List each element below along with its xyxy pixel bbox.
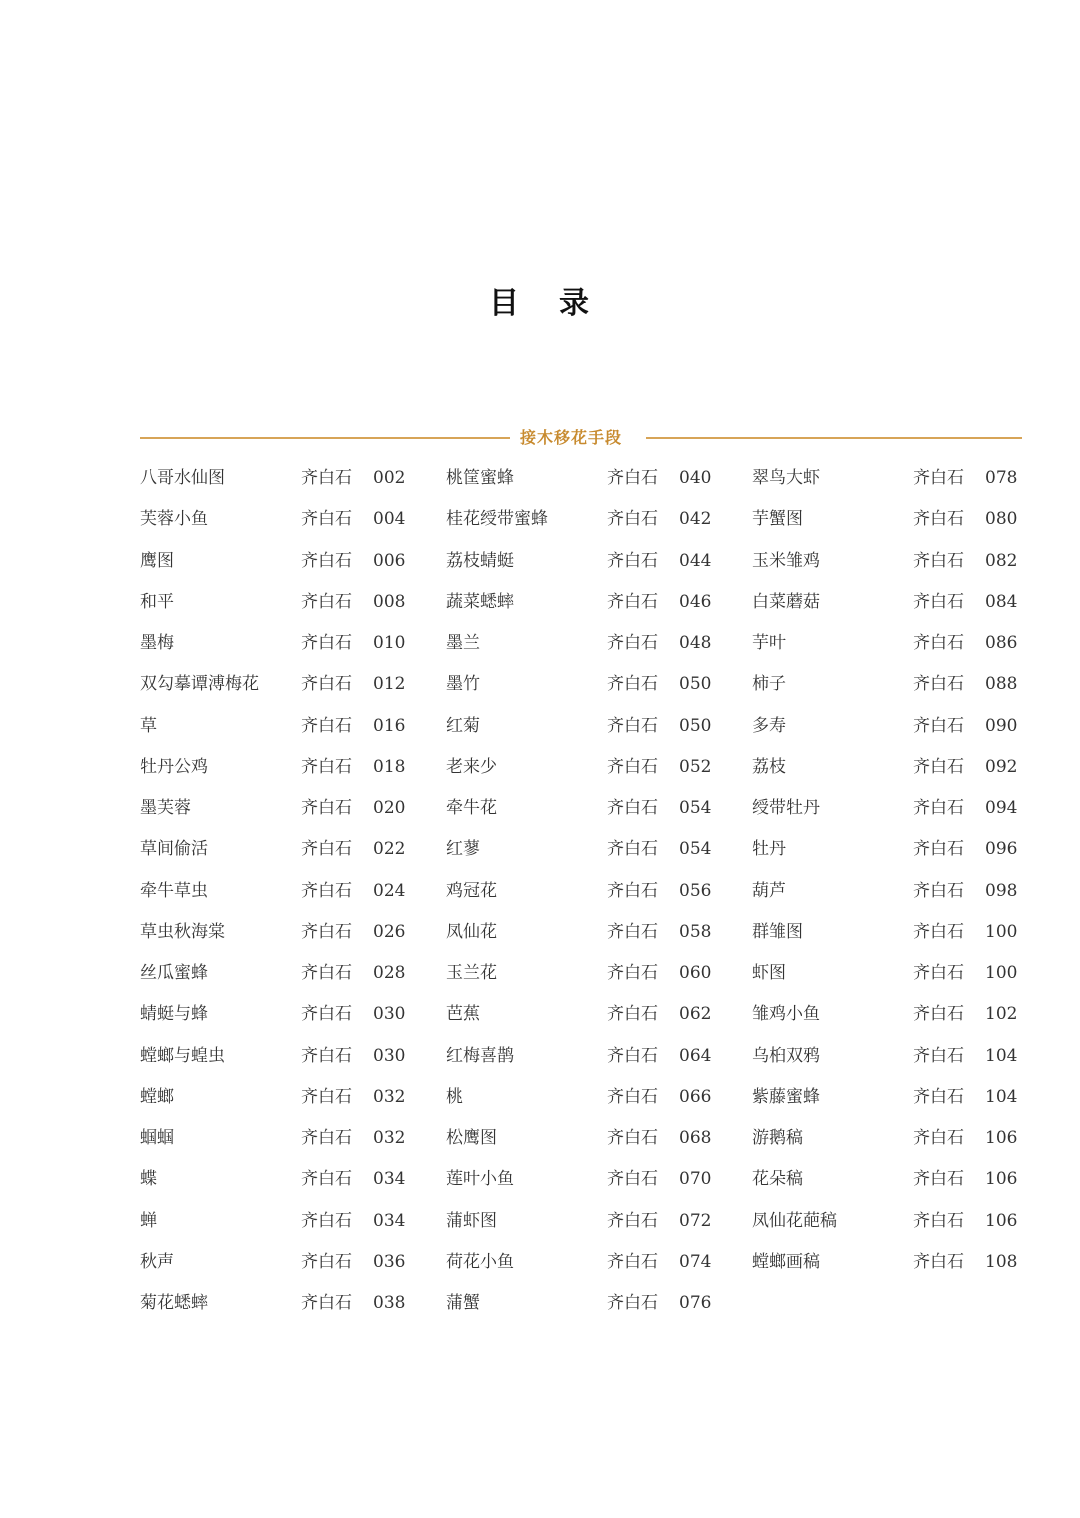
toc-entry[interactable] xyxy=(446,875,736,916)
entry-artist: 齐白石 xyxy=(913,1045,964,1066)
entry-title: 凤仙花 xyxy=(446,921,497,942)
entry-title: 菊花蟋蟀 xyxy=(140,1293,208,1313)
toc-entry[interactable] xyxy=(752,1040,1042,1081)
toc-entry[interactable] xyxy=(752,1122,1042,1163)
toc-entry[interactable] xyxy=(140,792,430,833)
entry-page-number: 062 xyxy=(679,1004,712,1025)
entry-title: 紫藤蜜蜂 xyxy=(752,1086,820,1107)
entry-artist: 齐白石 xyxy=(913,921,964,942)
entry-title: 芭蕉 xyxy=(446,1004,480,1025)
entry-artist: 齐白石 xyxy=(301,1293,352,1313)
entry-title: 红蓼 xyxy=(446,839,480,860)
toc-entry[interactable] xyxy=(446,627,736,668)
entry-page-number: 074 xyxy=(679,1251,712,1272)
entry-artist: 齐白石 xyxy=(607,468,658,488)
toc-entry[interactable] xyxy=(140,1040,430,1081)
entry-title: 蝶 xyxy=(140,1169,157,1190)
entry-page-number: 024 xyxy=(373,880,406,901)
entry-page-number: 042 xyxy=(679,509,712,530)
entry-artist: 齐白石 xyxy=(913,756,964,777)
toc-entry[interactable] xyxy=(446,792,736,833)
toc-entry[interactable] xyxy=(140,875,430,916)
entry-page-number: 032 xyxy=(373,1086,406,1107)
entry-artist: 齐白石 xyxy=(913,674,964,695)
entry-artist: 齐白石 xyxy=(913,550,964,571)
toc-entry[interactable] xyxy=(446,462,736,503)
entry-title: 桃 xyxy=(446,1086,463,1107)
entry-artist: 齐白石 xyxy=(301,1045,352,1066)
entry-title: 墨芙蓉 xyxy=(140,798,191,818)
entry-page-number: 054 xyxy=(679,798,712,818)
entry-artist: 齐白石 xyxy=(607,756,658,777)
entry-title: 牵牛草虫 xyxy=(140,880,208,901)
entry-page-number: 106 xyxy=(985,1210,1018,1231)
toc-entry[interactable] xyxy=(140,1122,430,1163)
toc-entry[interactable] xyxy=(752,586,1042,627)
toc-entry[interactable] xyxy=(140,751,430,792)
toc-column-1 xyxy=(140,462,430,1328)
toc-entry[interactable] xyxy=(752,1163,1042,1204)
entry-artist: 齐白石 xyxy=(607,1251,658,1272)
entry-artist: 齐白石 xyxy=(607,1086,658,1107)
toc-entry[interactable] xyxy=(752,503,1042,544)
entry-artist: 齐白石 xyxy=(607,963,658,983)
entry-page-number: 018 xyxy=(373,756,406,777)
entry-page-number: 038 xyxy=(373,1293,406,1313)
entry-title: 芙蓉小鱼 xyxy=(140,509,208,530)
entry-page-number: 104 xyxy=(985,1045,1018,1066)
entry-page-number: 068 xyxy=(679,1128,712,1148)
entry-artist: 齐白石 xyxy=(301,1251,352,1272)
toc-entry[interactable] xyxy=(752,1205,1042,1246)
section-header xyxy=(140,424,1022,452)
toc-entry[interactable] xyxy=(446,998,736,1039)
toc-entry[interactable] xyxy=(446,1205,736,1246)
toc-entry[interactable] xyxy=(140,1205,430,1246)
entry-artist: 齐白石 xyxy=(913,1251,964,1272)
entry-artist: 齐白石 xyxy=(301,591,352,612)
entry-page-number: 108 xyxy=(985,1251,1018,1272)
entry-page-number: 004 xyxy=(373,509,406,530)
entry-artist: 齐白石 xyxy=(301,674,352,695)
toc-entry[interactable] xyxy=(446,545,736,586)
entry-page-number: 044 xyxy=(679,550,712,571)
entry-title: 多寿 xyxy=(752,715,786,736)
toc-entry[interactable] xyxy=(752,710,1042,751)
entry-page-number: 072 xyxy=(679,1210,712,1231)
entry-title: 墨兰 xyxy=(446,633,480,653)
page-title-char-1: 目 xyxy=(489,286,521,321)
entry-title: 芋蟹图 xyxy=(752,509,803,530)
toc-entry[interactable] xyxy=(752,1081,1042,1122)
entry-artist: 齐白石 xyxy=(607,1169,658,1190)
toc-entry[interactable] xyxy=(752,875,1042,916)
toc-entry[interactable] xyxy=(446,957,736,998)
entry-page-number: 080 xyxy=(985,509,1018,530)
entry-title: 双勾摹谭溥梅花 xyxy=(140,674,259,695)
entry-title: 荷花小鱼 xyxy=(446,1251,514,1272)
entry-page-number: 028 xyxy=(373,963,406,983)
toc-entry[interactable] xyxy=(752,916,1042,957)
toc-entry[interactable] xyxy=(446,751,736,792)
entry-title: 墨梅 xyxy=(140,633,174,653)
entry-artist: 齐白石 xyxy=(913,839,964,860)
toc-entry[interactable] xyxy=(752,998,1042,1039)
entry-page-number: 030 xyxy=(373,1004,406,1025)
entry-artist: 齐白石 xyxy=(913,468,964,488)
entry-artist: 齐白石 xyxy=(607,715,658,736)
entry-page-number: 034 xyxy=(373,1169,406,1190)
entry-artist: 齐白石 xyxy=(607,1293,658,1313)
toc-entry[interactable] xyxy=(446,586,736,627)
entry-title: 红菊 xyxy=(446,715,480,736)
entry-title: 玉米雏鸡 xyxy=(752,550,820,571)
entry-artist: 齐白石 xyxy=(913,1128,964,1148)
entry-page-number: 058 xyxy=(679,921,712,942)
entry-title: 蜻蜓与蜂 xyxy=(140,1004,208,1025)
entry-title: 牡丹 xyxy=(752,839,786,860)
entry-artist: 齐白石 xyxy=(301,1128,352,1148)
entry-title: 牵牛花 xyxy=(446,798,497,818)
entry-title: 游鹅稿 xyxy=(752,1128,803,1148)
entry-artist: 齐白石 xyxy=(301,1004,352,1025)
entry-title: 和平 xyxy=(140,591,174,612)
entry-title: 花朵稿 xyxy=(752,1169,803,1190)
entry-artist: 齐白石 xyxy=(301,715,352,736)
entry-page-number: 092 xyxy=(985,756,1018,777)
entry-page-number: 010 xyxy=(373,633,406,653)
entry-page-number: 076 xyxy=(679,1293,712,1313)
entry-artist: 齐白石 xyxy=(301,963,352,983)
entry-page-number: 090 xyxy=(985,715,1018,736)
toc-column-2 xyxy=(446,462,736,1328)
entry-artist: 齐白石 xyxy=(607,921,658,942)
entry-page-number: 016 xyxy=(373,715,406,736)
entry-title: 草虫秋海棠 xyxy=(140,921,225,942)
entry-page-number: 096 xyxy=(985,839,1018,860)
entry-page-number: 034 xyxy=(373,1210,406,1231)
entry-title: 螳螂画稿 xyxy=(752,1251,820,1272)
toc-entry[interactable] xyxy=(140,710,430,751)
page-title-char-2: 录 xyxy=(559,286,591,321)
entry-artist: 齐白石 xyxy=(607,591,658,612)
entry-page-number: 050 xyxy=(679,715,712,736)
entry-artist: 齐白石 xyxy=(301,756,352,777)
entry-title: 草间偷活 xyxy=(140,839,208,860)
entry-artist: 齐白石 xyxy=(607,550,658,571)
entry-page-number: 106 xyxy=(985,1128,1018,1148)
entry-page-number: 094 xyxy=(985,798,1018,818)
toc-entry[interactable] xyxy=(446,1040,736,1081)
toc-entry[interactable] xyxy=(140,1246,430,1287)
entry-artist: 齐白石 xyxy=(913,715,964,736)
entry-page-number: 084 xyxy=(985,591,1018,612)
entry-artist: 齐白石 xyxy=(301,509,352,530)
entry-page-number: 064 xyxy=(679,1045,712,1066)
entry-artist: 齐白石 xyxy=(607,798,658,818)
entry-page-number: 046 xyxy=(679,591,712,612)
entry-page-number: 008 xyxy=(373,591,406,612)
toc-entry[interactable] xyxy=(140,503,430,544)
entry-artist: 齐白石 xyxy=(913,633,964,653)
toc-entry[interactable] xyxy=(446,1163,736,1204)
toc-entry[interactable] xyxy=(752,792,1042,833)
entry-title: 白菜蘑菇 xyxy=(752,591,820,612)
entry-page-number: 020 xyxy=(373,798,406,818)
entry-page-number: 036 xyxy=(373,1251,406,1272)
entry-title: 柿子 xyxy=(752,674,786,695)
entry-title: 乌桕双鸦 xyxy=(752,1045,820,1066)
entry-title: 荔枝 xyxy=(752,756,786,777)
entry-title: 草 xyxy=(140,715,157,736)
toc-entry[interactable] xyxy=(446,1122,736,1163)
entry-artist: 齐白石 xyxy=(607,880,658,901)
entry-artist: 齐白石 xyxy=(913,1169,964,1190)
entry-title: 红梅喜鹊 xyxy=(446,1045,514,1066)
toc-entry[interactable] xyxy=(752,462,1042,503)
toc-entry[interactable] xyxy=(446,833,736,874)
entry-title: 绶带牡丹 xyxy=(752,798,820,818)
toc-entry[interactable] xyxy=(140,627,430,668)
toc-entry[interactable] xyxy=(446,1246,736,1287)
entry-title: 玉兰花 xyxy=(446,963,497,983)
toc-entry[interactable] xyxy=(140,1081,430,1122)
entry-page-number: 048 xyxy=(679,633,712,653)
entry-artist: 齐白石 xyxy=(301,550,352,571)
entry-artist: 齐白石 xyxy=(301,468,352,488)
entry-page-number: 002 xyxy=(373,468,406,488)
entry-title: 群雏图 xyxy=(752,921,803,942)
page-title xyxy=(0,278,1080,322)
entry-title: 蒲蟹 xyxy=(446,1293,480,1313)
toc-entry[interactable] xyxy=(140,916,430,957)
entry-artist: 齐白石 xyxy=(913,591,964,612)
toc-entry[interactable] xyxy=(140,586,430,627)
toc-entry[interactable] xyxy=(752,751,1042,792)
entry-title: 八哥水仙图 xyxy=(140,468,225,488)
toc-entry[interactable] xyxy=(752,833,1042,874)
toc-column-3 xyxy=(752,462,1042,1287)
toc-entry[interactable] xyxy=(752,668,1042,709)
entry-artist: 齐白石 xyxy=(607,509,658,530)
entry-artist: 齐白石 xyxy=(301,1169,352,1190)
entry-page-number: 078 xyxy=(985,468,1018,488)
entry-artist: 齐白石 xyxy=(607,1128,658,1148)
entry-artist: 齐白石 xyxy=(913,963,964,983)
toc-entry[interactable] xyxy=(446,916,736,957)
toc-entry[interactable] xyxy=(752,957,1042,998)
toc-entry[interactable] xyxy=(140,462,430,503)
entry-title: 鸡冠花 xyxy=(446,880,497,901)
entry-title: 桂花绶带蜜蜂 xyxy=(446,509,548,530)
entry-page-number: 012 xyxy=(373,674,406,695)
entry-artist: 齐白石 xyxy=(607,839,658,860)
entry-title: 螳螂 xyxy=(140,1086,174,1107)
entry-title: 凤仙花葩稿 xyxy=(752,1210,837,1231)
entry-page-number: 052 xyxy=(679,756,712,777)
entry-title: 蝉 xyxy=(140,1210,157,1231)
entry-artist: 齐白石 xyxy=(913,509,964,530)
entry-artist: 齐白石 xyxy=(607,674,658,695)
entry-artist: 齐白石 xyxy=(607,1004,658,1025)
entry-artist: 齐白石 xyxy=(301,1086,352,1107)
entry-title: 老来少 xyxy=(446,756,497,777)
section-divider-right xyxy=(646,437,1022,439)
entry-artist: 齐白石 xyxy=(913,880,964,901)
entry-page-number: 022 xyxy=(373,839,406,860)
entry-page-number: 082 xyxy=(985,550,1018,571)
entry-title: 蔬菜蟋蟀 xyxy=(446,591,514,612)
entry-artist: 齐白石 xyxy=(301,633,352,653)
entry-page-number: 050 xyxy=(679,674,712,695)
entry-page-number: 100 xyxy=(985,963,1018,983)
entry-title: 虾图 xyxy=(752,963,786,983)
entry-page-number: 102 xyxy=(985,1004,1018,1025)
entry-artist: 齐白石 xyxy=(301,839,352,860)
entry-artist: 齐白石 xyxy=(607,1210,658,1231)
entry-page-number: 032 xyxy=(373,1128,406,1148)
entry-artist: 齐白石 xyxy=(301,880,352,901)
entry-artist: 齐白石 xyxy=(913,1210,964,1231)
toc-entry[interactable] xyxy=(752,545,1042,586)
toc-entry[interactable] xyxy=(752,627,1042,668)
entry-title: 丝瓜蜜蜂 xyxy=(140,963,208,983)
entry-title: 螳螂与蝗虫 xyxy=(140,1045,225,1066)
entry-title: 桃筐蜜蜂 xyxy=(446,468,514,488)
toc-entry[interactable] xyxy=(446,710,736,751)
entry-artist: 齐白石 xyxy=(607,1045,658,1066)
toc-entry[interactable] xyxy=(446,1081,736,1122)
entry-artist: 齐白石 xyxy=(301,1210,352,1231)
toc-entry[interactable] xyxy=(140,833,430,874)
toc-entry[interactable] xyxy=(140,957,430,998)
entry-artist: 齐白石 xyxy=(607,633,658,653)
entry-artist: 齐白石 xyxy=(913,1004,964,1025)
entry-page-number: 088 xyxy=(985,674,1018,695)
entry-title: 秋声 xyxy=(140,1251,174,1272)
entry-artist: 齐白石 xyxy=(301,921,352,942)
toc-entry[interactable] xyxy=(752,1246,1042,1287)
entry-page-number: 054 xyxy=(679,839,712,860)
entry-title: 鹰图 xyxy=(140,550,174,571)
entry-page-number: 086 xyxy=(985,633,1018,653)
entry-title: 葫芦 xyxy=(752,880,786,901)
section-title: 接木移花手段 xyxy=(520,428,623,447)
entry-page-number: 106 xyxy=(985,1169,1018,1190)
entry-title: 蝈蝈 xyxy=(140,1128,174,1148)
toc-entry[interactable] xyxy=(446,668,736,709)
entry-artist: 齐白石 xyxy=(301,798,352,818)
entry-page-number: 030 xyxy=(373,1045,406,1066)
entry-page-number: 100 xyxy=(985,921,1018,942)
entry-page-number: 104 xyxy=(985,1086,1018,1107)
toc-entry[interactable] xyxy=(140,1287,430,1328)
toc-entry[interactable] xyxy=(446,1287,736,1328)
entry-page-number: 026 xyxy=(373,921,406,942)
toc-entry[interactable] xyxy=(140,998,430,1039)
entry-page-number: 060 xyxy=(679,963,712,983)
toc-entry[interactable] xyxy=(140,668,430,709)
entry-title: 翠鸟大虾 xyxy=(752,468,820,488)
entry-title: 芋叶 xyxy=(752,633,786,653)
toc-entry[interactable] xyxy=(140,545,430,586)
entry-page-number: 070 xyxy=(679,1169,712,1190)
entry-title: 雏鸡小鱼 xyxy=(752,1004,820,1025)
toc-entry[interactable] xyxy=(446,503,736,544)
entry-page-number: 066 xyxy=(679,1086,712,1107)
entry-page-number: 040 xyxy=(679,468,712,488)
entry-title: 莲叶小鱼 xyxy=(446,1169,514,1190)
entry-page-number: 098 xyxy=(985,880,1018,901)
entry-title: 蒲虾图 xyxy=(446,1210,497,1231)
entry-page-number: 006 xyxy=(373,550,406,571)
entry-page-number: 056 xyxy=(679,880,712,901)
entry-artist: 齐白石 xyxy=(913,1086,964,1107)
section-divider-left xyxy=(140,437,510,439)
toc-entry[interactable] xyxy=(140,1163,430,1204)
entry-title: 荔枝蜻蜓 xyxy=(446,550,514,571)
entry-title: 墨竹 xyxy=(446,674,480,695)
entry-artist: 齐白石 xyxy=(913,798,964,818)
entry-title: 牡丹公鸡 xyxy=(140,756,208,777)
entry-title: 松鹰图 xyxy=(446,1128,497,1148)
